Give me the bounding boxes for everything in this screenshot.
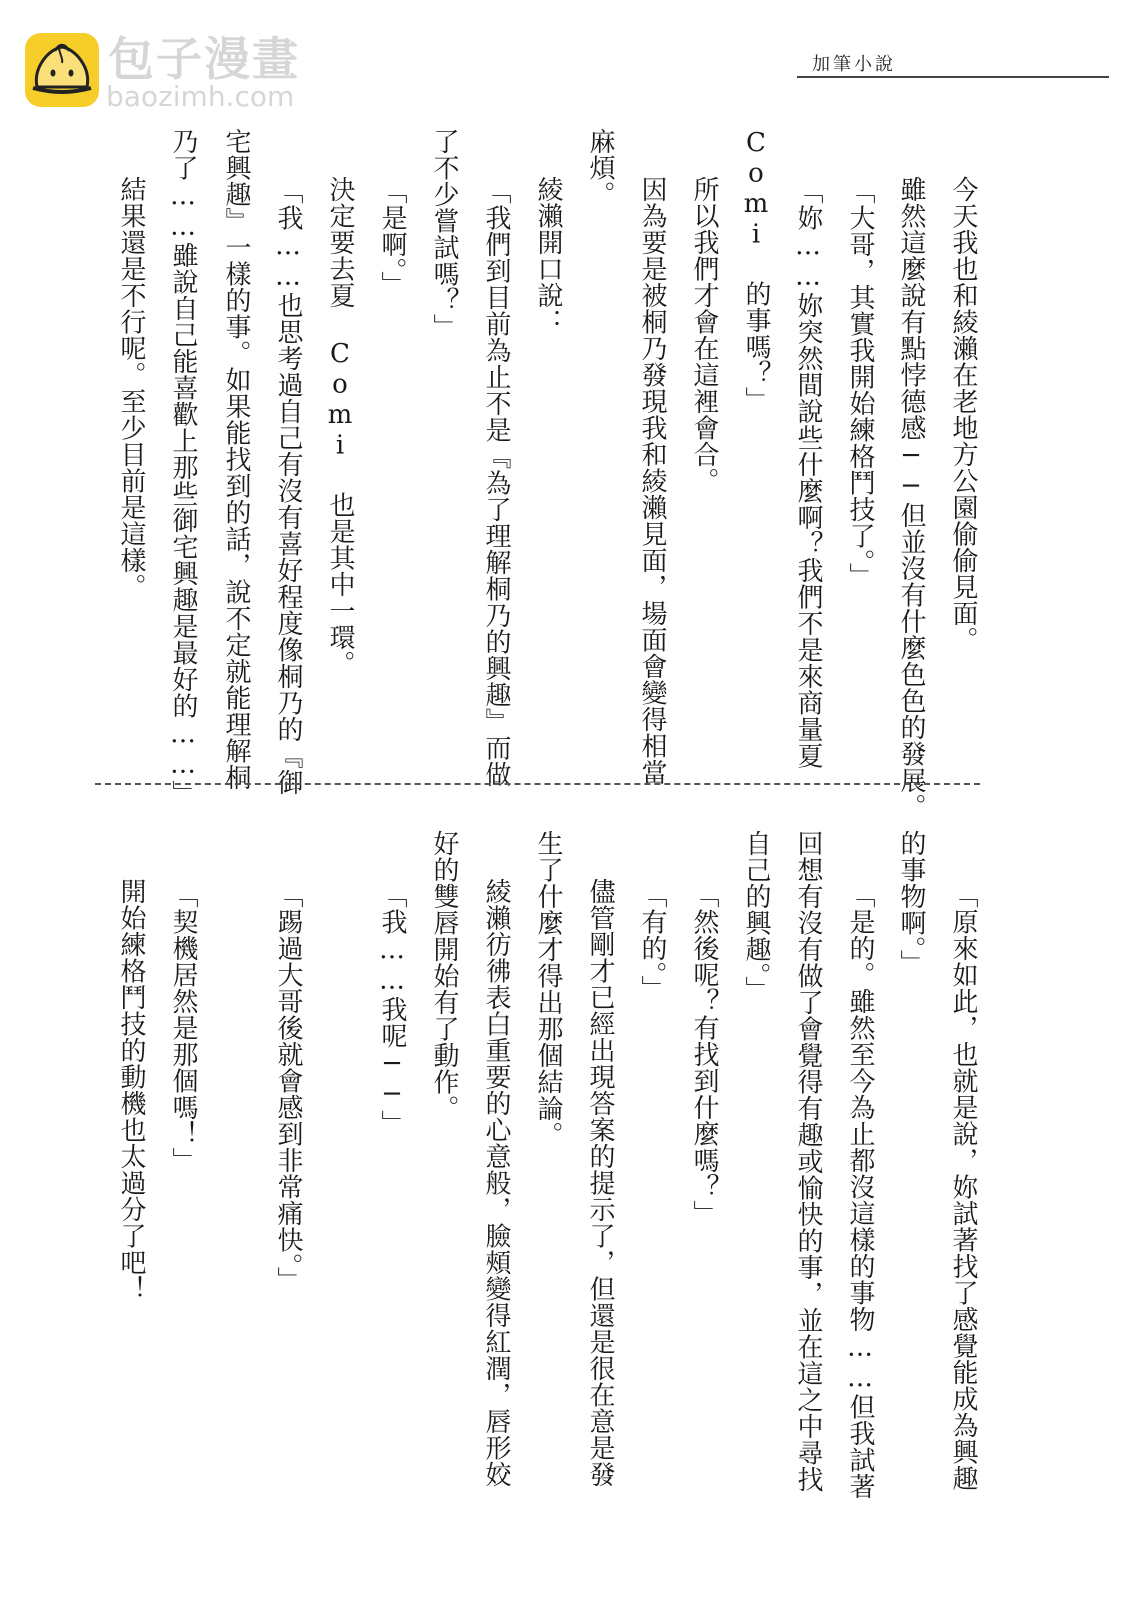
text-column: 「契機居然是那個嗎！」 [168,882,198,1174]
text-column: 綾瀨開口說： [533,176,563,335]
text-column: 了不少嘗試嗎？」 [429,128,459,340]
text-column: 「是的。雖然至今為止都沒這樣的事物……但我試著 [845,882,875,1500]
text-column: 生了什麼才得出那個結論。 [533,830,563,1148]
text-column: 的事物啊。」 [896,830,926,976]
text-column: 決定要去夏 Comi 也是其中一環。 [325,176,355,677]
text-column: Comi 的事嗎？」 [741,128,771,413]
text-column: 「是啊。」 [377,178,407,298]
text-column: 結果還是不行呢。至少目前是這樣。 [116,176,146,600]
text-column: 「我……我呢──」 [377,882,407,1137]
text-column: 宅興趣』一樣的事。如果能找到的話，說不定就能理解桐 [221,128,251,791]
text-column: 「有的。」 [637,882,667,1002]
text-column: 「原來如此，也就是說，妳試著找了感覺能成為興趣 [948,882,978,1492]
watermark-brand-cn: 包子漫畫 [108,32,300,86]
watermark-brand-en: baozimh.com [106,80,295,113]
text-column: 乃了……雖說自己能喜歡上那些御宅興趣是最好的……」 [168,128,198,807]
text-column: 儘管剛才已經出現答案的提示了，但還是很在意是發 [585,878,615,1488]
text-column: 回想有沒有做了會覺得有趣或愉快的事，並在這之中尋找 [793,830,823,1493]
text-column: 麻煩。 [585,128,615,208]
text-column: 雖然這麼說有點悖德感──但並沒有什麼色色的發展。 [896,176,926,820]
text-column: 「然後呢？有找到什麼嗎？」 [689,882,719,1227]
running-title: 加筆小說 [812,54,896,75]
text-column: 好的雙唇開始有了動作。 [429,830,459,1122]
text-column: 「妳……妳突然間說些什麼啊？我們不是來商量夏 [793,178,823,769]
text-column: 開始練格鬥技的動機也太過分了吧！ [116,878,146,1302]
text-column: 自己的興趣。」 [741,830,771,1003]
text-column: 「大哥，其實我開始練格鬥技了。」 [845,178,875,589]
text-column: 因為要是被桐乃發現我和綾瀨見面，場面會變得相當 [637,176,667,786]
baozimh-logo [25,33,99,107]
text-column: 「踢過大哥後就會感到非常痛快。」 [273,882,303,1293]
header-rule [797,76,1109,78]
text-column: 綾瀨彷彿表白重要的心意般，臉頰變得紅潤，唇形姣 [481,878,511,1488]
text-column: 「我……也思考過自己有沒有喜好程度像桐乃的『御 [273,178,303,796]
text-column: 「我們到目前為止不是『為了理解桐乃的興趣』而做 [481,178,511,788]
text-column: 所以我們才會在這裡會合。 [689,176,719,494]
section-divider [95,783,980,785]
text-column: 今天我也和綾瀨在老地方公園偷偷見面。 [948,176,978,653]
steamed-bun-icon [25,33,99,107]
